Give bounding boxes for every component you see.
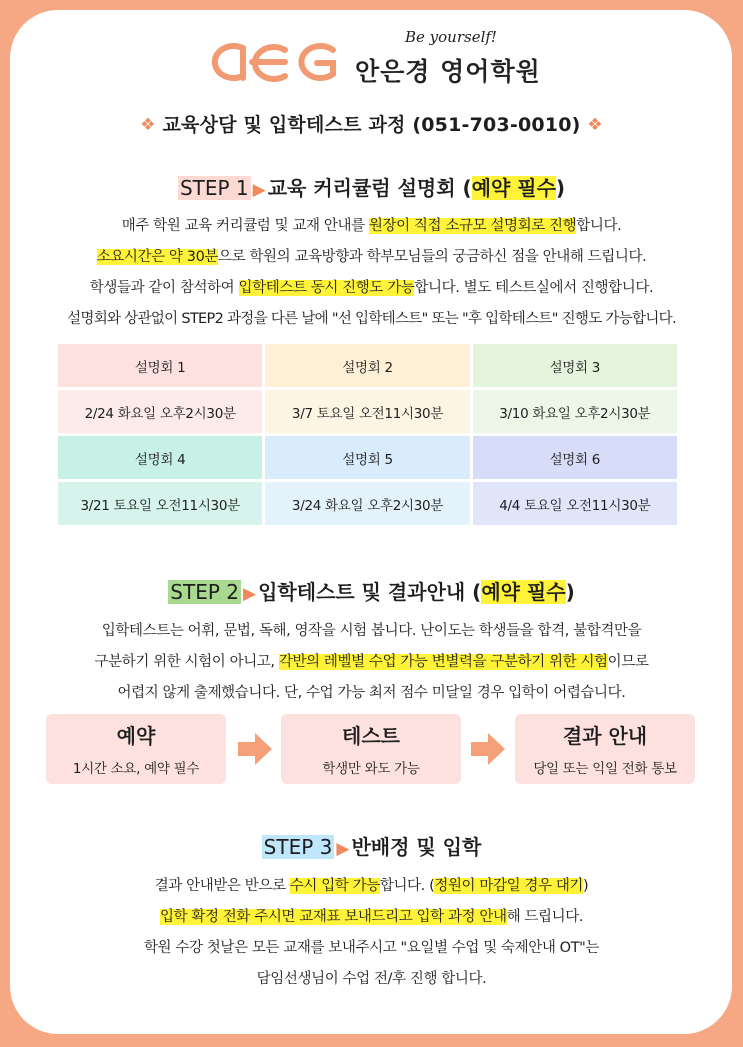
session-name: 설명회 3 <box>473 344 677 387</box>
step1-heading <box>0 172 743 201</box>
session-name: 설명회 2 <box>265 344 469 387</box>
arrow-right-icon <box>471 733 505 765</box>
session-schedule-table <box>55 341 680 528</box>
diamond-icon: ❖ <box>587 115 603 135</box>
logo-slogan: Be yourself! <box>405 28 497 46</box>
session-name: 설명회 1 <box>58 344 262 387</box>
session-date: 2/24 화요일 오후2시30분 <box>58 390 262 433</box>
step1-title-end: ) <box>555 176 566 200</box>
step3-line: 담임선생님이 수업 전/후 진행 합니다. <box>256 971 487 987</box>
flow-step-title: 예약 <box>116 724 156 748</box>
flow-step-subtitle: 당일 또는 익일 전화 통보 <box>533 761 677 777</box>
step3-description <box>0 871 743 995</box>
session-name: 설명회 5 <box>265 436 469 479</box>
step1-line: 학생들과 같이 참석하여 입학테스트 동시 진행도 가능합니다. 별도 테스트실에서 진행합니다. <box>89 280 654 296</box>
session-date: 4/4 토요일 오전11시30분 <box>473 482 677 525</box>
session-date: 3/21 토요일 오전11시30분 <box>58 482 262 525</box>
step2-title: 입학테스트 및 결과안내 ( <box>258 580 482 604</box>
session-date: 3/7 토요일 오전11시30분 <box>265 390 469 433</box>
consult-heading <box>0 110 743 137</box>
flow-step-result <box>515 714 695 784</box>
step3-line: 결과 안내받은 반으로 수시 입학 가능합니다. (정원이 마감일 경우 대기) <box>154 878 589 894</box>
step1-line: 매주 학원 교육 커리큘럼 및 교재 안내를 원장이 직접 소규모 설명회로 진행합니다. <box>121 218 622 234</box>
flow-step-subtitle: 학생만 와도 가능 <box>322 761 420 777</box>
step2-line: 구분하기 위한 시험이 아니고, 각반의 레벨별 수업 가능 변별력을 구분하기 위한 시험이므로 <box>94 654 649 670</box>
consult-title: 교육상담 및 입학테스트 과정 (051-703-0010) <box>162 114 581 136</box>
step2-tag: STEP 2 <box>170 580 239 604</box>
step2-line: 어렵지 않게 출제했습니다. 단, 수업 가능 최저 점수 미달일 경우 입학이 어렵습니다. <box>117 685 626 701</box>
flow-step-title: 결과 안내 <box>562 724 648 748</box>
step1-description <box>0 211 743 335</box>
step2-heading <box>0 576 743 605</box>
flow-step-test <box>281 714 461 784</box>
step2-line: 입학테스트는 어휘, 문법, 독해, 영작을 시험 봅니다. 난이도는 학생들을 합격, 불합격만을 <box>101 623 642 639</box>
session-date: 3/24 화요일 오후2시30분 <box>265 482 469 525</box>
session-name: 설명회 6 <box>473 436 677 479</box>
step2-title-end: ) <box>565 580 575 604</box>
step3-tag: STEP 3 <box>263 835 333 859</box>
step3-line: 학원 수강 첫날은 모든 교재를 보내주시고 "요일별 수업 및 숙제안내 OT"는 <box>143 940 600 956</box>
step1-line: 설명회와 상관없이 STEP2 과정을 다른 날에 "선 입학테스트" 또는 "후 입학테스트" 진행도 가능합니다. <box>67 311 676 327</box>
session-name: 설명회 4 <box>58 436 262 479</box>
diamond-icon: ❖ <box>140 115 156 135</box>
step3-heading <box>0 831 743 860</box>
step1-tag: STEP 1 <box>179 176 249 200</box>
triangle-right-icon: ▶ <box>243 584 257 604</box>
step1-line: 소요시간은 약 30분으로 학원의 교육방향과 학부모님들의 궁금하신 점을 안내해 드립니다. <box>96 249 647 265</box>
step1-title: 교육 커리큘럼 설명회 ( <box>267 176 472 200</box>
flow-step-reservation <box>46 714 226 784</box>
step3-line: 입학 확정 전화 주시면 교재표 보내드리고 입학 과정 안내해 드립니다. <box>159 909 584 925</box>
step2-title-highlight: 예약 필수 <box>481 580 566 604</box>
step1-title-highlight: 예약 필수 <box>471 176 556 200</box>
triangle-right-icon: ▶ <box>252 180 266 200</box>
flow-step-title: 테스트 <box>342 724 400 748</box>
session-date: 3/10 화요일 오후2시30분 <box>473 390 677 433</box>
aeg-logo-mark <box>205 38 340 84</box>
academy-name: 안은경 영어학원 <box>355 57 541 86</box>
step3-title: 반배정 및 입학 <box>351 835 482 859</box>
academy-logo <box>205 20 545 88</box>
arrow-right-icon <box>238 733 272 765</box>
triangle-right-icon: ▶ <box>336 839 350 859</box>
step2-description <box>0 616 743 709</box>
flow-step-subtitle: 1시간 소요, 예약 필수 <box>72 761 200 777</box>
